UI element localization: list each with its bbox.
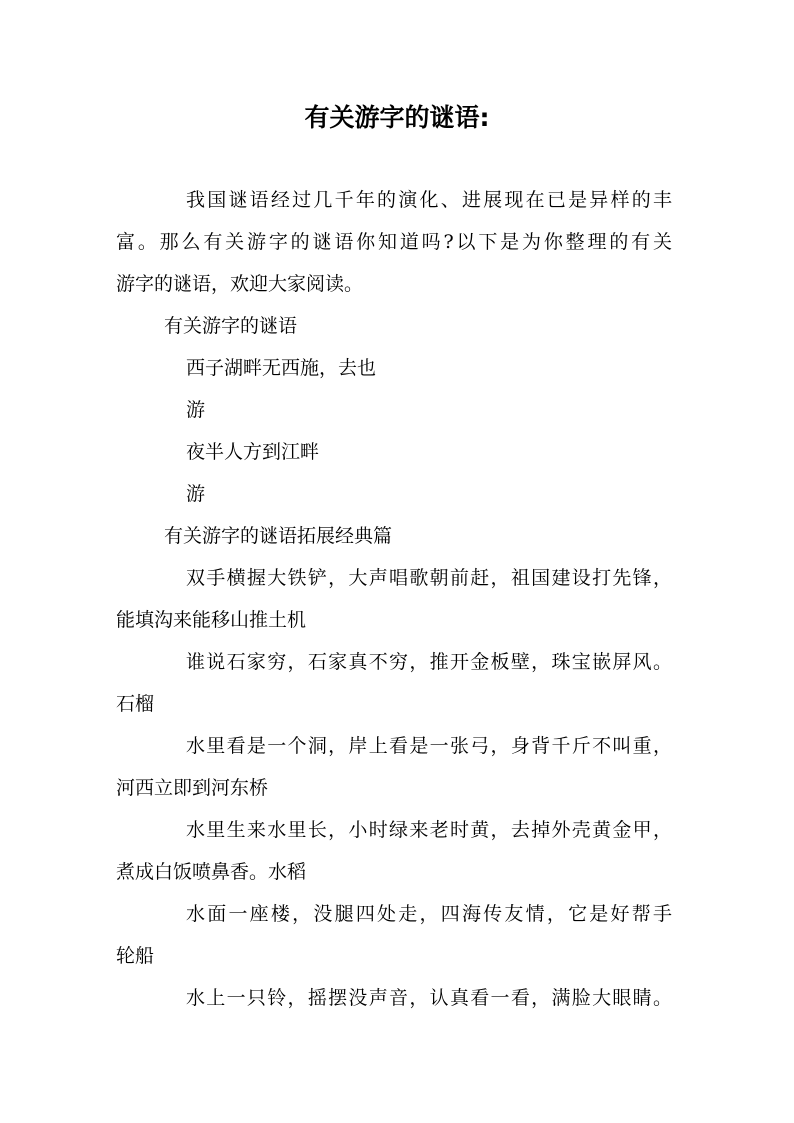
riddle-line-answer: 河西立即到河东桥 [116,777,269,799]
riddle-text: 夜半人方到江畔 [186,441,320,463]
section-heading: 有关游字的谜语拓展经典篇 [164,525,393,547]
intro-line-2: 富。那么有关游字的谜语你知道吗?以下是为你整理的有关 [116,231,672,253]
riddle-line: 双手横握大铁铲，大声唱歌朝前赶，祖国建设打先锋， [186,567,672,589]
riddle-line-answer: 轮船 [116,945,155,967]
riddle-line-answer: 煮成白饭喷鼻香。水稻 [116,861,307,883]
riddle-line: 水里看是一个洞，岸上看是一张弓，身背千斤不叫重， [186,735,672,757]
riddle-line: 水面一座楼，没腿四处走，四海传友情，它是好帮手 [186,903,672,925]
riddle-answer: 游 [186,483,206,505]
page-title: 有关游字的谜语: [304,103,490,132]
riddle-line-answer: 石榴 [116,693,155,715]
riddle-line: 水上一只铃，摇摆没声音，认真看一看，满脸大眼睛。 [186,987,672,1009]
riddle-answer: 游 [186,399,206,421]
riddle-text: 西子湖畔无西施，去也 [186,357,377,379]
riddle-line-answer: 能填沟来能移山推土机 [116,609,307,631]
riddle-line: 谁说石家穷，石家真不穷，推开金板壁，珠宝嵌屏风。 [186,651,672,673]
intro-line-3: 游字的谜语，欢迎大家阅读。 [116,273,364,295]
riddle-line: 水里生来水里长，小时绿来老时黄，去掉外壳黄金甲， [186,819,672,841]
section-heading: 有关游字的谜语 [164,315,298,337]
intro-line-1: 我国谜语经过几千年的演化、进展现在已是异样的丰 [186,189,672,211]
